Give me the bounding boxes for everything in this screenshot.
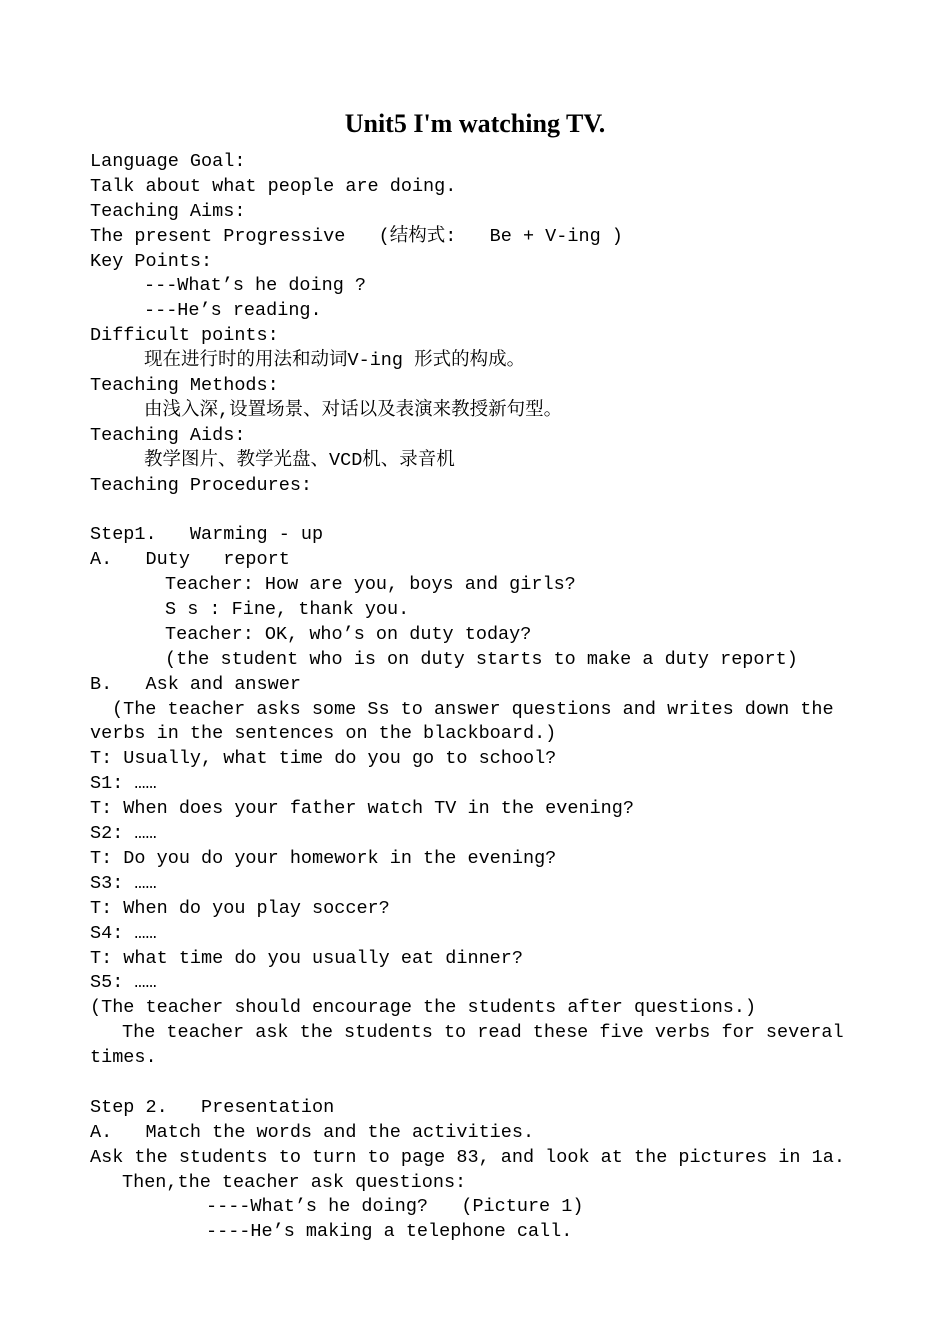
key-point-line: ---What’s he doing ? [144,275,367,297]
section-label-teaching-methods: Teaching Methods: [90,375,279,397]
instruction-line: verbs in the sentences on the blackboard.) [90,723,557,745]
dialogue-line: S4: …… [90,922,157,944]
sub-heading: B. Ask and answer [90,673,301,695]
dialogue-line: S2: …… [90,823,157,845]
document-body [90,150,860,1245]
dialogue-line: S3: …… [90,872,157,894]
step-heading: Step1. Warming - up [90,524,324,546]
language-goal-text: Talk about what people are doing. [90,175,457,197]
dialogue-line: T: When does your father watch TV in the evening? [90,798,634,820]
step-heading: Step 2. Presentation [90,1096,335,1118]
dialogue-note: (the student who is on duty starts to make a duty report) [165,648,798,670]
blank-line [90,1071,860,1096]
dialogue-line: ----What’s he doing? (Picture 1) [206,1196,584,1218]
dialogue-line: ----He’s making a telephone call. [206,1221,573,1243]
instruction-line: Ask the students to turn to page 83, and look at the pictures in 1a. [90,1146,845,1168]
dialogue-line: T: Usually, what time do you go to school? [90,748,557,770]
dialogue-line: Teacher: How are you, boys and girls? [165,574,576,596]
dialogue-line: T: what time do you usually eat dinner? [90,947,523,969]
instruction-line: Then,the teacher ask questions: [122,1171,467,1193]
teaching-aids-text: 教学图片、教学光盘、VCD机、录音机 [144,449,455,471]
section-label-difficult-points: Difficult points: [90,325,279,347]
sub-heading: A. Duty report [90,549,290,571]
instruction-line: (The teacher asks some Ss to answer questions and writes down the [112,698,834,720]
section-label-teaching-procedures: Teaching Procedures: [90,474,313,496]
teaching-methods-text: 由浅入深,设置场景、对话以及表演来教授新句型。 [144,399,563,421]
difficult-points-text: 现在进行时的用法和动词V-ing 形式的构成。 [144,350,526,372]
dialogue-line: S1: …… [90,773,157,795]
dialogue-line: T: Do you do your homework in the evening? [90,847,557,869]
dialogue-line: T: When do you play soccer? [90,897,390,919]
instruction-line: The teacher ask the students to read these five verbs for several [122,1022,844,1044]
key-point-line: ---He’s reading. [144,300,322,322]
blank-line [90,498,860,523]
section-label-teaching-aids: Teaching Aids: [90,424,246,446]
section-label-teaching-aims: Teaching Aims: [90,200,246,222]
dialogue-line: S5: …… [90,972,157,994]
instruction-line: (The teacher should encourage the students after questions.) [90,997,757,1019]
section-label-language-goal: Language Goal: [90,151,246,172]
sub-heading: A. Match the words and the activities. [90,1121,535,1143]
teaching-aims-text: The present Progressive (结构式: Be + V-ing ) [90,225,623,247]
section-label-key-points: Key Points: [90,250,213,272]
page-title: Unit5 I'm watching TV. [344,109,606,138]
dialogue-line: S s : Fine, thank you. [165,599,410,621]
dialogue-line: Teacher: OK, who’s on duty today? [165,623,532,645]
instruction-line: times. [90,1047,157,1069]
